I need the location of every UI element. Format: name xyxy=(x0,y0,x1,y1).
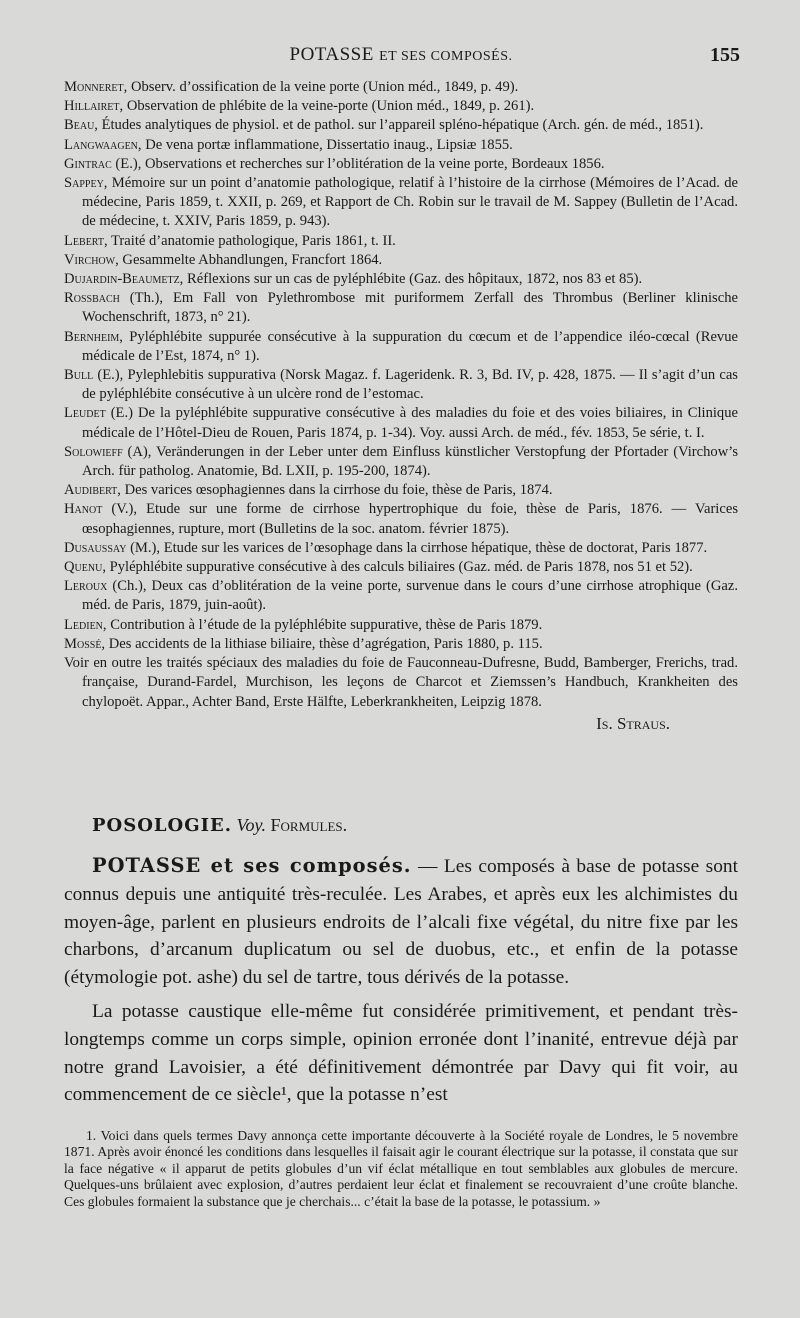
bibliography-text: (E.) De la pyléphlébite suppurative consécutive à des maladies du foie et des voies biliaires, in Clinique médicale de l’Hôtel-Dieu de Rouen, Paris 1874, p. 1-34). Voy. aussi Arch. de méd., fév. 1853, 5e série, t. I. xyxy=(82,405,738,441)
bibliography-text: (V.), Etude sur une forme de cirrhose hypertrophique du foie, thèse de Paris, 1876. — Varices œsophagiennes, rupture, mort (Bulletins de la soc. anatom. février 1875). xyxy=(82,501,738,537)
bibliography-author: Dujardin-Beaumetz, xyxy=(64,271,184,288)
posologie-ref: Formules. xyxy=(270,815,348,835)
running-title-main: POTASSE xyxy=(289,44,374,65)
bibliography-author: Beau, xyxy=(64,117,98,134)
running-title-rest: ET SES COMPOSÉS. xyxy=(379,49,513,64)
bibliography-text: Pyléphlébite suppurative consécutive à des calculs biliaires (Gaz. méd. de Paris 1878, nos 51 et 52). xyxy=(105,559,693,576)
bibliography-entry xyxy=(64,174,738,232)
bibliography-entry xyxy=(64,539,738,558)
posologie-line xyxy=(92,815,347,836)
bibliography-text: (E.), Observations et recherches sur l’oblitération de la veine porte, Bordeaux 1856. xyxy=(111,155,605,172)
author-signature: Is. Straus. xyxy=(596,713,670,733)
bibliography-author: Hillairet, xyxy=(64,98,124,115)
bibliography-entry xyxy=(64,366,738,404)
bibliography-text: Observation de phlébite de la veine-porte (Union méd., 1849, p. 261). xyxy=(123,98,535,115)
bibliography-entry xyxy=(64,251,738,270)
bibliography-author: Ledien, xyxy=(64,616,107,633)
bibliography-text: Traité d’anatomie pathologique, Paris 1861, t. II. xyxy=(107,232,396,249)
running-title xyxy=(62,44,740,66)
running-header xyxy=(62,44,740,74)
article-heading: POTASSE et ses composés. xyxy=(92,854,412,877)
bibliography-entry xyxy=(64,97,738,116)
bibliography-author: Gintrac xyxy=(64,155,112,172)
bibliography-entry xyxy=(64,270,738,289)
bibliography-author: Virchow, xyxy=(64,251,119,268)
paragraph-1-text: Les composés à base de potasse sont connus depuis une antiquité très-reculée. Les Arabes, et après eux les alchimistes du moyen-âge, parlent en plusieurs endroits de l’alcali fixe végétal, du nitre fixe par les charbons, d’arcanum duplicatum ou sel de duobus, etc., et enfin de la potasse (étymologie pot. ashe) du sel de tartre, tous dérivés de la potasse. xyxy=(64,856,739,989)
bibliography-entry xyxy=(64,136,738,155)
bibliography-author: Lebert, xyxy=(64,232,108,249)
bibliography-text: Contribution à l’étude de la pyléphlébite suppurative, thèse de Paris 1879. xyxy=(106,616,543,633)
bibliography-text: Pyléphlébite suppurée consécutive à la suppuration du cœcum et de l’appendice iléo-cœcal (Revue médicale de l’Est, 1874, n° 1). xyxy=(82,328,738,364)
bibliography-entry xyxy=(64,328,738,366)
bibliography-entry xyxy=(64,404,738,442)
article-body xyxy=(64,852,738,1115)
bibliography-author: Mossé, xyxy=(64,635,106,652)
bibliography-text: (M.), Etude sur les varices de l’œsophage dans la cirrhose hépatique, thèse de doctorat, Paris 1877. xyxy=(126,539,708,556)
bibliography-entry xyxy=(64,155,738,174)
bibliography xyxy=(64,78,738,733)
bibliography-author: Bernheim, xyxy=(64,328,123,345)
bibliography-author: Monneret, xyxy=(64,79,128,95)
posologie-voy: Voy. xyxy=(236,815,267,835)
bibliography-entry xyxy=(64,481,738,500)
bibliography-text: Réflexions sur un cas de pyléphlébite (Gaz. des hôpitaux, 1872, nos 83 et 85). xyxy=(183,271,643,288)
bibliography-entry xyxy=(64,654,738,712)
bibliography-text: (Th.), Em Fall von Pylethrombose mit puriformem Zerfall des Thrombus (Berliner klinische Wochenschrift, 1873, n° 21). xyxy=(82,290,738,326)
paragraph-2: La potasse caustique elle-même fut considérée primitivement, et pendant très-longtemps comme un corps simple, opinion erronée dont l’inanité, entrevue déjà par notre grand Lavoisier, a été définitivement démontrée par Davy qui fit voir, au commencement de ce siècle¹, que la potasse n’est xyxy=(64,1000,738,1106)
bibliography-author: Dusaussay xyxy=(64,539,127,556)
bibliography-list xyxy=(64,78,738,712)
heading-dash: — xyxy=(411,856,444,877)
bibliography-entry xyxy=(64,577,738,615)
bibliography-author: Leudet xyxy=(64,405,106,422)
bibliography-entry xyxy=(64,635,738,654)
bibliography-text: Gesammelte Abhandlungen, Francfort 1864. xyxy=(118,251,383,268)
paragraph-1 xyxy=(64,852,738,992)
bibliography-entry xyxy=(64,616,738,635)
bibliography-author: Solowieff xyxy=(64,443,123,460)
bibliography-entry xyxy=(64,116,738,135)
bibliography-text: De vena portæ inflammatione, Dissertatio inaug., Lipsiæ 1855. xyxy=(141,136,513,153)
bibliography-author: Bull xyxy=(64,367,94,384)
bibliography-entry xyxy=(64,443,738,481)
bibliography-entry xyxy=(64,78,738,97)
bibliography-entry xyxy=(64,232,738,251)
bibliography-text: Observ. d’ossification de la veine porte (Union méd., 1849, p. 49). xyxy=(127,79,519,95)
bibliography-text: Des accidents de la lithiase biliaire, thèse d’agrégation, Paris 1880, p. 115. xyxy=(105,635,543,652)
footnote: 1. Voici dans quels termes Davy annonça cette importante découverte à la Société royale de Londres, le 5 novembre 1871. Après avoir énoncé les conditions dans lesquelles il faisait agir le courant électrique sur la potasse, il constata que sur la face négative « il apparut de petits globules d’un vif éclat métallique en tout semblables aux globules de mercure. Quelques-uns brûlaient avec explosion, d’autres perdaient leur éclat et finalement se recouvraient d’une croûte blanche. Ces globules formaient la substance que je cherchais... c’était la base de la potasse, le potassium. » xyxy=(64,1128,738,1209)
bibliography-author: Sappey, xyxy=(64,175,108,192)
bibliography-text: Des varices œsophagiennes dans la cirrhose du foie, thèse de Paris, 1874. xyxy=(120,482,553,499)
bibliography-author: Rossbach xyxy=(64,290,120,307)
bibliography-text: Études analytiques de physiol. et de pathol. sur l’appareil spléno-hépatique (Arch. gén. de méd., 1851). xyxy=(97,117,704,134)
posologie-heading: POSOLOGIE. xyxy=(92,815,233,836)
bibliography-text: (A), Veränderungen in der Leber unter dem Einfluss künstlicher Verstopfung der Pfortader (Virchow’s Arch. für patholog. Anatomie, Bd. LXII, p. 195-200, 1874). xyxy=(82,443,738,480)
bibliography-author: Leroux xyxy=(64,578,108,595)
bibliography-author: Quenu, xyxy=(64,559,106,576)
bibliography-text: Voir en outre les traités spéciaux des maladies du foie de Fauconneau-Dufresne, Budd, Bamberger, Frerichs, trad. française, Durand-Fardel, Murchison, les leçons de Charcot et Ziemssen’s Handbuch, Krankheiten des chylopoët. Appar., Achter Band, Erste Hälfte, Leberkrankheiten, Leipzig 1878. xyxy=(64,655,738,710)
bibliography-author: Langwaagen, xyxy=(64,136,142,153)
bibliography-author: Hanot xyxy=(64,501,103,518)
bibliography-entry xyxy=(64,500,738,538)
bibliography-text: Mémoire sur un point d’anatomie pathologique, relatif à l’histoire de la cirrhose (Mémoires de l’Acad. de médecine, Paris 1859, t. XXII, p. 269, et Rapport de Ch. Robin sur le travail de M. Sappey (Bulletin de l’Acad. de médecine, t. XXIV, Paris 1859, p. 943). xyxy=(82,175,738,230)
bibliography-entry xyxy=(64,289,738,327)
bibliography-text: (E.), Pylephlebitis suppurativa (Norsk Magaz. f. Lageridenk. R. 3, Bd. IV, p. 428, 1875. — Il s’agit d’un cas de pyléphlébite consécutive à un ulcère rond de l’estomac. xyxy=(82,367,738,403)
bibliography-author: Audibert, xyxy=(64,482,121,499)
page-number: 155 xyxy=(710,44,740,66)
bibliography-text: (Ch.), Deux cas d’oblitération de la veine porte, survenue dans le cours d’une cirrhose atrophique (Gaz. méd. de Paris, 1879, juin-août). xyxy=(82,578,738,614)
bibliography-entry xyxy=(64,558,738,577)
